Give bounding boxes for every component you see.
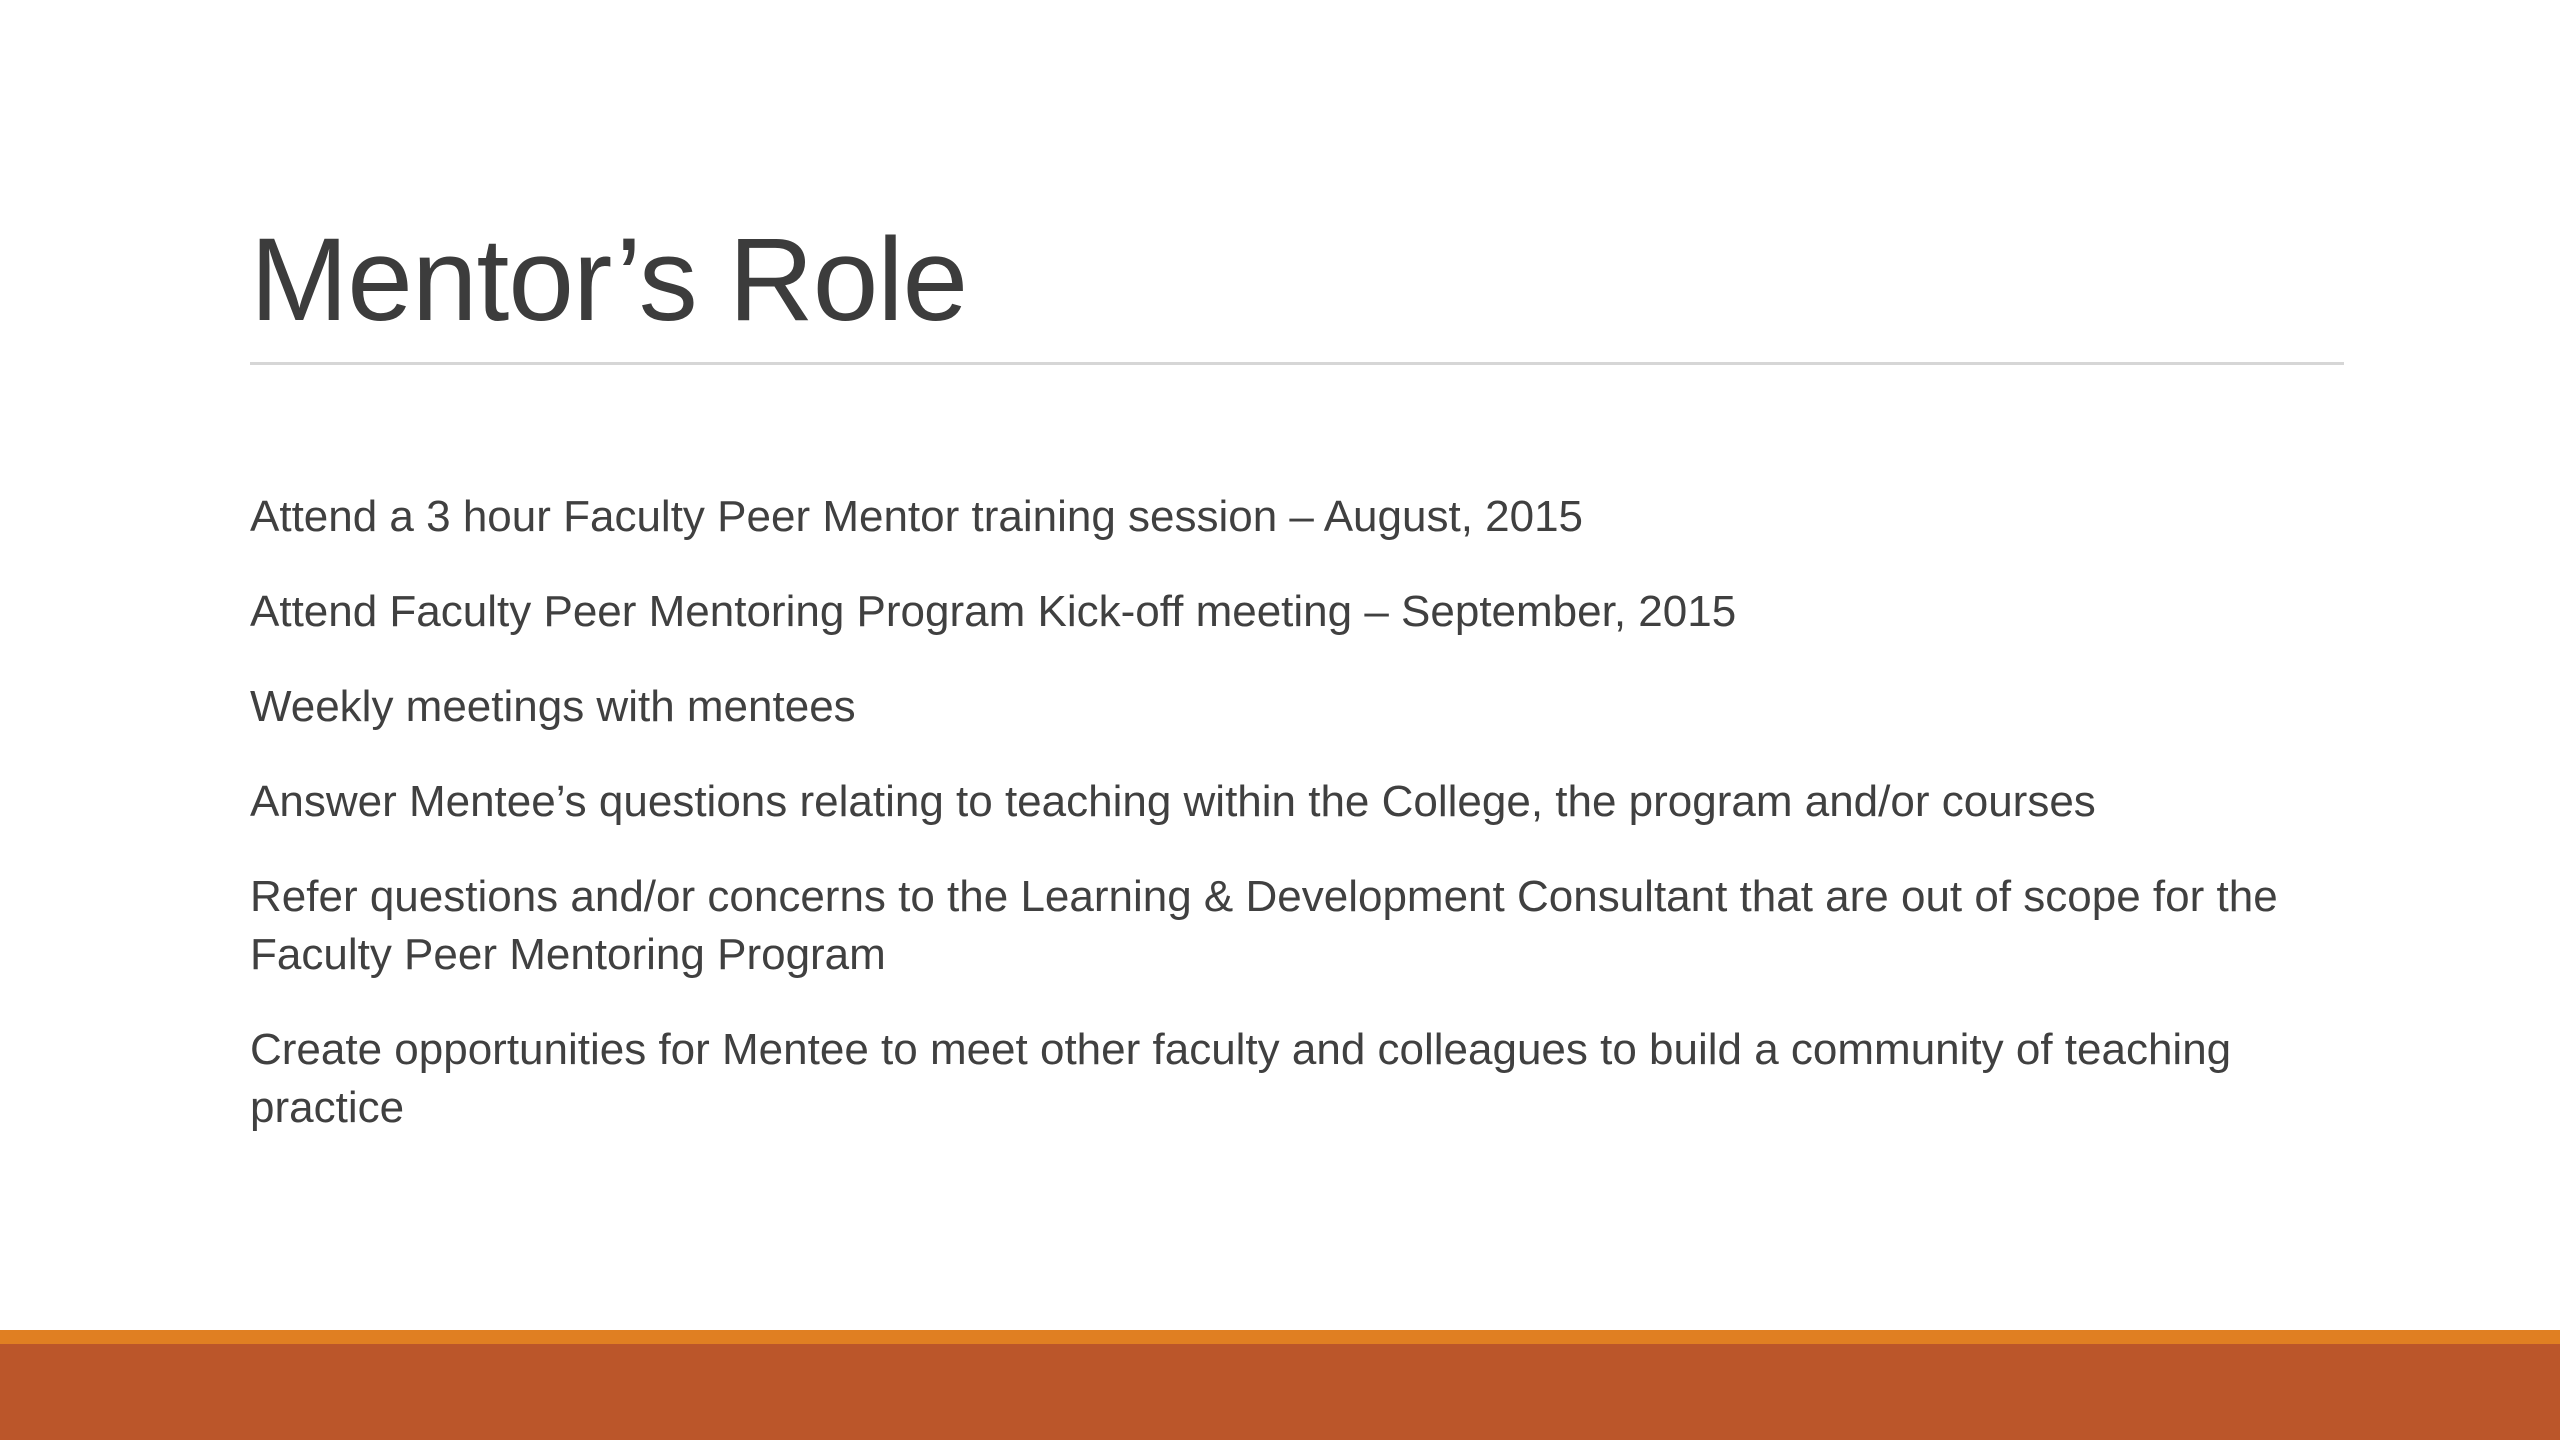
slide-title: Mentor’s Role [250, 214, 968, 346]
footer-band [0, 1344, 2560, 1440]
bullet-item-create-opportunities: Create opportunities for Mentee to meet other faculty and colleagues to build a community of teaching practice [250, 1025, 2232, 1132]
title-divider [250, 362, 2344, 365]
bullet-item-training: Attend a 3 hour Faculty Peer Mentor training session – August, 2015 [250, 492, 1584, 541]
footer-accent-stripe [0, 1330, 2560, 1344]
bullet-list [250, 488, 2350, 1174]
bullet-item-answer-questions: Answer Mentee’s questions relating to teaching within the College, the program and/or courses [250, 777, 2096, 826]
bullet-item-kickoff: Attend Faculty Peer Mentoring Program Kick-off meeting – September, 2015 [250, 587, 1737, 636]
bullet-item-refer-questions: Refer questions and/or concerns to the Learning & Development Consultant that are out of scope for the Faculty Peer Mentoring Program [250, 872, 2278, 979]
bullet-item-weekly-meetings: Weekly meetings with mentees [250, 682, 856, 731]
